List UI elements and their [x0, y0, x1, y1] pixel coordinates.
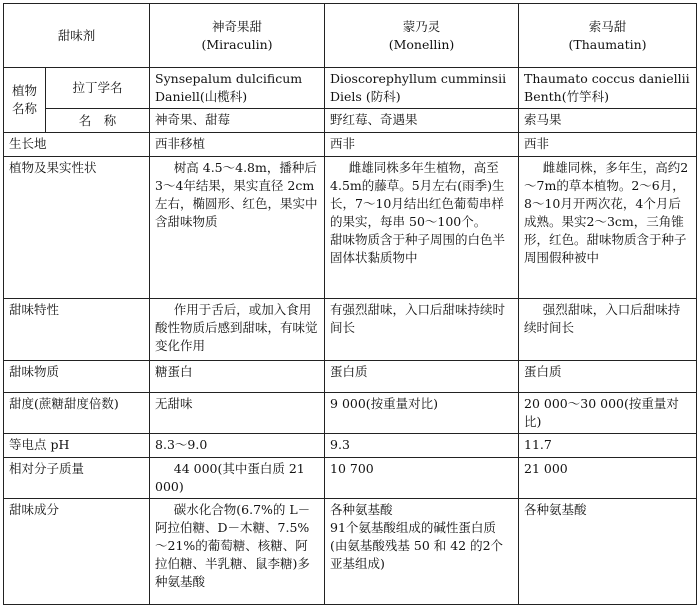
table-cell: 无甜味	[150, 393, 325, 434]
table-cell: 21 000	[519, 458, 697, 499]
table-cell: 各种氨基酸 91个氨基酸组成的碱性蛋白质(由氨基酸残基 50 和 42 的2个亚基组成)	[325, 499, 519, 605]
header-name: 索马甜	[588, 18, 627, 34]
table-cell: 11.7	[519, 434, 697, 458]
row-label: 相对分子质量	[4, 458, 150, 499]
table-row	[4, 68, 697, 109]
table-row	[4, 109, 697, 133]
row-label: 拉丁学名	[46, 68, 150, 109]
table-cell: 各种氨基酸	[519, 499, 697, 605]
table-cell: 树高 4.5～4.8m，播种后3～4年结果，果实直径 2cm 左右，椭圆形、红色，果实中含甜味物质	[150, 157, 325, 299]
table-row	[4, 133, 697, 157]
row-label: 甜味成分	[4, 499, 150, 605]
header-latin: (Monellin)	[388, 36, 455, 52]
header-name: 神奇果甜	[212, 18, 263, 34]
row-label: 植物及果实性状	[4, 157, 150, 299]
row-label: 等电点 pH	[4, 434, 150, 458]
table-row	[4, 499, 697, 605]
table-cell: 20 000～30 000(按重量对比)	[519, 393, 697, 434]
row-label: 甜度(蔗糖甜度倍数)	[4, 393, 150, 434]
row-label: 甜味特性	[4, 299, 150, 361]
table-cell: Dioscorephyllum cumminsii Diels (防科)	[325, 68, 519, 109]
table-cell: 碳水化合物(6.7%的 L－阿拉伯糖、D－木糖、7.5%～21%的葡萄糖、核糖、阿拉伯糖、半乳糖、鼠李糖)多种氨基酸	[150, 499, 325, 605]
table-cell: 西非移植	[150, 133, 325, 157]
header-name: 蒙乃灵	[402, 18, 441, 34]
table-row	[4, 458, 697, 499]
table-cell: 蛋白质	[519, 361, 697, 393]
table-cell: 雌雄同株，多年生，高约2～7m的草本植物。2～6月，8～10月开两次花，4个月后成熟。果实2～3cm，三角锥形，红色。甜味物质含于种子周围假种被中	[519, 157, 697, 299]
table-cell: 10 700	[325, 458, 519, 499]
table-row	[4, 157, 697, 299]
table-cell: 作用于舌后，或加入食用酸性物质后感到甜味，有味觉变化作用	[150, 299, 325, 361]
table-cell: 雌雄同株多年生植物，高至4.5m的藤草。5月左右(雨季)生长，7～10月结出红色葡萄串样的果实，每串 50～100个。 甜味物质含于种子周围的白色半固体状黏质物中	[325, 157, 519, 299]
row-label: 名 称	[46, 109, 150, 133]
plant-group-label: 植物 名称	[4, 68, 46, 133]
row-label: 甜味物质	[4, 361, 150, 393]
table-row	[4, 361, 697, 393]
table-cell: 西非	[325, 133, 519, 157]
table-cell: 44 000(其中蛋白质 21 000)	[150, 458, 325, 499]
header-col-thaumatin	[519, 4, 697, 68]
table-cell: 糖蛋白	[150, 361, 325, 393]
table-row	[4, 299, 697, 361]
table-cell: 强烈甜味，入口后甜味持续时间长	[519, 299, 697, 361]
sweetener-comparison-table	[3, 3, 697, 605]
table-cell: 9 000(按重量对比)	[325, 393, 519, 434]
header-col-monellin	[325, 4, 519, 68]
header-row-label: 甜味剂	[4, 4, 150, 68]
table-cell: Thaumato coccus daniellii Benth(竹竽科)	[519, 68, 697, 109]
table-cell: 野红莓、奇遇果	[325, 109, 519, 133]
table-cell: 神奇果、甜莓	[150, 109, 325, 133]
row-label: 生长地	[4, 133, 150, 157]
table-cell: Synsepalum dulcificum Daniell(山榄科)	[150, 68, 325, 109]
table-cell: 有强烈甜味，入口后甜味持续时间长	[325, 299, 519, 361]
header-latin: (Thaumatin)	[568, 36, 647, 52]
table-cell: 蛋白质	[325, 361, 519, 393]
table-cell: 西非	[519, 133, 697, 157]
table-row	[4, 434, 697, 458]
table-cell: 索马果	[519, 109, 697, 133]
table-row	[4, 393, 697, 434]
table-header-row	[4, 4, 697, 68]
table-cell: 8.3～9.0	[150, 434, 325, 458]
header-latin: (Miraculin)	[201, 36, 273, 52]
header-col-miraculin	[150, 4, 325, 68]
table-cell: 9.3	[325, 434, 519, 458]
